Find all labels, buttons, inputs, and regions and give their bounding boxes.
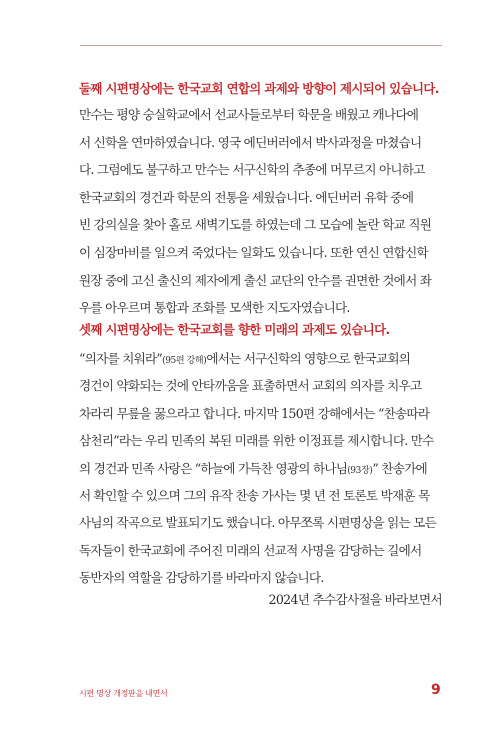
text-line: 경건이 약화되는 것에 안타까움을 표출하면서 교회의 의자를 치우고 <box>79 378 422 394</box>
text-line: 동반자의 역할을 감당하기를 바라마지 않습니다. <box>79 570 324 586</box>
hymn-note: (93장) <box>347 465 373 476</box>
page-number: 9 <box>431 682 441 698</box>
text-line: 독자들이 한국교회에 주어진 미래의 선교적 사명을 감당하는 길에서 <box>79 542 422 558</box>
signoff-line: 2024년 추수감사절을 바라보면서 <box>268 592 442 607</box>
quote-title: “의자를 치워라” <box>79 351 163 366</box>
text-line: 한국교회의 경건과 학문의 전통을 세웠습니다. 에딘버러 유학 중에 <box>79 189 414 205</box>
line-main: 의 경건과 민족 사랑은 “하늘에 가득찬 영광의 하나님 <box>79 460 348 476</box>
text-line: 우를 아우르며 통합과 조화를 모색한 지도자였습니다. <box>79 300 350 316</box>
text-line: 빈 강의실을 찾아 홀로 새벽기도를 하였는데 그 모습에 놀란 학교 직원 <box>79 217 432 233</box>
line-rest: 에서는 서구신학의 영향으로 한국교회의 <box>206 351 411 366</box>
text-line: 서 신학을 연마하였습니다. 영국 에딘버러에서 박사과정을 마쳤습니 <box>79 134 422 150</box>
text-line: 만수는 평양 숭실학교에서 선교사들로부터 학문을 배웠고 캐나다에 <box>79 107 419 122</box>
section-heading-3: 셋째 시편명상에는 한국교회를 향한 미래의 과제도 있습니다. <box>79 322 390 337</box>
text-line <box>79 345 459 372</box>
text-line: 차라리 무릎을 꿇으라고 합니다. 마지막 150편 강해에서는 “찬송따라 <box>79 405 430 421</box>
section-heading-2: 둘째 시편명상에는 한국교회 연합의 과제와 방향이 제시되어 있습니다. <box>79 81 439 96</box>
paragraph-2 <box>79 345 459 592</box>
text-line: 삼천리”라는 우리 민족의 복된 미래를 위한 이정표를 제시합니다. 만수 <box>79 433 434 449</box>
running-footer-title: 시편 명상 개정판을 내면서 <box>79 689 168 698</box>
chapter-note: (95편 강해) <box>162 356 207 366</box>
top-divider <box>80 45 442 46</box>
text-line <box>79 455 459 482</box>
text-line: 이 심장마비를 일으켜 죽었다는 일화도 있습니다. 또한 연신 연합신학 <box>79 244 428 260</box>
line-rest: ” 찬송가에 <box>372 460 427 476</box>
text-line: 사님의 작곡으로 발표되기도 했습니다. 아무쪼록 시편명상을 읽는 모든 <box>79 515 437 531</box>
paragraph-1 <box>79 101 459 322</box>
text-line: 원장 중에 고신 출신의 제자에게 출신 교단의 안수를 권면한 것에서 좌 <box>79 272 432 288</box>
text-line: 서 확인할 수 있으며 그의 유작 찬송 가사는 몇 년 전 토론토 박재훈 목 <box>79 487 430 503</box>
text-line: 다. 그럼에도 불구하고 만수는 서구신학의 추종에 머무르지 아니하고 <box>79 162 425 178</box>
